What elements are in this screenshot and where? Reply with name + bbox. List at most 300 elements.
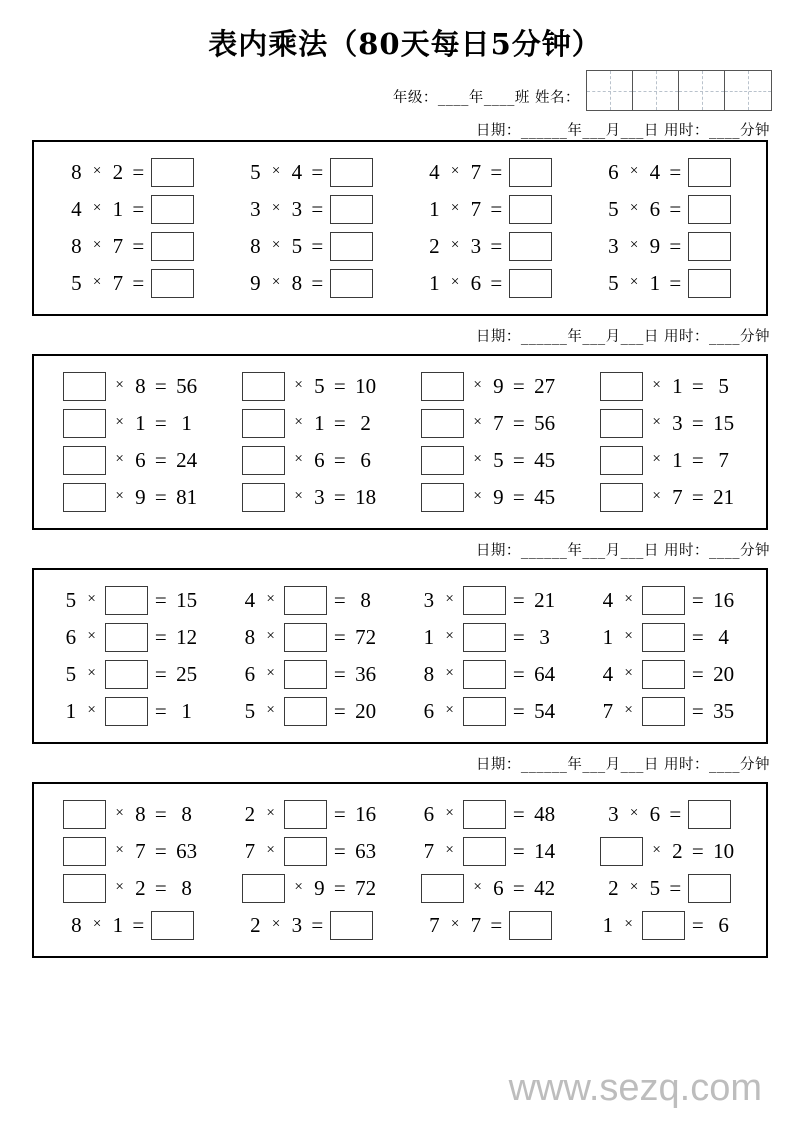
answer-box-first-factor[interactable]: [242, 372, 285, 401]
equals-sign: =: [333, 588, 346, 612]
equals-sign: =: [669, 234, 682, 258]
problem-3-4-1: [42, 697, 221, 726]
factor-b: 5: [314, 374, 325, 398]
times-sign: ×: [271, 916, 281, 932]
problem-4-2-1: [42, 837, 221, 866]
times-sign: ×: [115, 451, 124, 467]
name-grid-cell[interactable]: [633, 71, 679, 110]
factor-a: 2: [244, 802, 256, 826]
factor-b: 8: [135, 802, 146, 826]
times-sign: ×: [652, 488, 661, 504]
equals-sign: =: [691, 588, 704, 612]
answer-box-first-factor[interactable]: [63, 372, 106, 401]
equals-sign: =: [490, 271, 503, 295]
equals-sign: =: [333, 699, 346, 723]
answer-box-first-factor[interactable]: [600, 837, 643, 866]
date-line-top[interactable]: 日期：______年___月___日 用时：____分钟: [475, 123, 770, 139]
equals-sign: =: [512, 699, 525, 723]
equals-sign: =: [333, 625, 346, 649]
equals-sign: =: [512, 448, 525, 472]
times-sign: ×: [473, 414, 482, 430]
equals-sign: =: [154, 625, 167, 649]
equals-sign: =: [691, 374, 704, 398]
times-sign: ×: [92, 274, 102, 290]
equals-sign: =: [311, 271, 324, 295]
answer-box-second-factor[interactable]: [284, 660, 327, 689]
answer-box-first-factor[interactable]: [63, 874, 106, 903]
problem-3-1-3: [400, 586, 579, 615]
answer-box-first-factor[interactable]: [421, 483, 464, 512]
equals-sign: =: [691, 448, 704, 472]
problem-2-4-4: [579, 483, 758, 512]
problem-2-3-2: [221, 446, 400, 475]
problem-row: [42, 833, 758, 870]
times-sign: ×: [87, 665, 96, 681]
factor-a: 6: [608, 160, 619, 184]
factor-a: 1: [429, 271, 440, 295]
problem-1-2-3: [400, 195, 579, 224]
name-grid-cell[interactable]: [587, 71, 633, 110]
student-info-label: 年级：____年____班 姓名：: [392, 90, 580, 106]
times-sign: ×: [624, 628, 633, 644]
problem-2-3-1: [42, 446, 221, 475]
problem-row: [42, 870, 758, 907]
product-value: 8: [360, 588, 371, 612]
answer-box-first-factor[interactable]: [421, 372, 464, 401]
equals-sign: =: [154, 662, 167, 686]
product-value: 3: [539, 625, 550, 649]
answer-box-second-factor[interactable]: [284, 837, 327, 866]
equals-sign: =: [154, 374, 167, 398]
product-value: 45: [534, 485, 556, 509]
answer-box-product[interactable]: [509, 195, 552, 224]
equals-sign: =: [311, 234, 324, 258]
answer-box-product[interactable]: [151, 911, 194, 940]
problem-2-4-2: [221, 483, 400, 512]
answer-box-first-factor[interactable]: [63, 446, 106, 475]
problem-3-2-4: [579, 623, 758, 652]
problem-row: [42, 405, 758, 442]
times-sign: ×: [629, 163, 639, 179]
answer-box-product[interactable]: [330, 158, 373, 187]
answer-box-second-factor[interactable]: [642, 697, 685, 726]
answer-box-second-factor[interactable]: [463, 586, 506, 615]
times-sign: ×: [629, 805, 639, 821]
equals-sign: =: [691, 485, 704, 509]
times-sign: ×: [271, 163, 281, 179]
factor-a: 1: [602, 913, 614, 937]
site-watermark: www.sezq.com: [508, 1067, 762, 1109]
problem-1-4-2: [221, 269, 400, 298]
answer-box-product[interactable]: [330, 232, 373, 261]
name-grid-cell[interactable]: [679, 71, 725, 110]
answer-box-second-factor[interactable]: [284, 586, 327, 615]
problem-3-4-3: [400, 697, 579, 726]
factor-b: 6: [314, 448, 325, 472]
factor-a: 4: [429, 160, 440, 184]
answer-box-first-factor[interactable]: [421, 409, 464, 438]
problem-4-1-1: [42, 800, 221, 829]
factor-a: 7: [602, 699, 614, 723]
product-value: 25: [176, 662, 198, 686]
answer-box-product[interactable]: [509, 158, 552, 187]
equals-sign: =: [691, 839, 704, 863]
problem-1-4-4: [579, 269, 758, 298]
times-sign: ×: [629, 237, 639, 253]
factor-b: 1: [672, 374, 683, 398]
times-sign: ×: [445, 665, 454, 681]
problem-3-4-2: [221, 697, 400, 726]
times-sign: ×: [445, 591, 454, 607]
equals-sign: =: [132, 234, 145, 258]
product-value: 64: [534, 662, 556, 686]
product-value: 56: [176, 374, 198, 398]
times-sign: ×: [450, 916, 460, 932]
times-sign: ×: [294, 879, 303, 895]
times-sign: ×: [624, 702, 633, 718]
equals-sign: =: [691, 699, 704, 723]
problem-2-2-1: [42, 409, 221, 438]
factor-b: 1: [135, 411, 146, 435]
product-value: 45: [534, 448, 556, 472]
product-value: 24: [176, 448, 198, 472]
answer-box-second-factor[interactable]: [463, 837, 506, 866]
answer-box-second-factor[interactable]: [105, 660, 148, 689]
answer-box-product[interactable]: [151, 232, 194, 261]
answer-box-first-factor[interactable]: [242, 874, 285, 903]
answer-box-first-factor[interactable]: [600, 446, 643, 475]
times-sign: ×: [624, 665, 633, 681]
product-value: 1: [181, 699, 192, 723]
times-sign: ×: [445, 842, 454, 858]
answer-box-first-factor[interactable]: [63, 800, 106, 829]
equals-sign: =: [154, 699, 167, 723]
date-line-after_block1[interactable]: 日期：______年___月___日 用时：____分钟: [475, 329, 770, 345]
times-sign: ×: [92, 163, 102, 179]
problem-row: [42, 907, 758, 944]
times-sign: ×: [450, 237, 460, 253]
factor-a: 1: [602, 625, 614, 649]
times-sign: ×: [294, 451, 303, 467]
equals-sign: =: [311, 913, 324, 937]
answer-box-second-factor[interactable]: [463, 660, 506, 689]
equals-sign: =: [490, 234, 503, 258]
factor-b: 6: [135, 448, 146, 472]
equals-sign: =: [333, 802, 346, 826]
equals-sign: =: [669, 876, 682, 900]
equals-sign: =: [154, 411, 167, 435]
factor-b: 2: [112, 160, 124, 184]
answer-box-first-factor[interactable]: [63, 409, 106, 438]
factor-a: 5: [71, 271, 82, 295]
problem-2-1-4: [579, 372, 758, 401]
problem-2-1-3: [400, 372, 579, 401]
answer-box-product[interactable]: [688, 232, 731, 261]
problem-2-2-4: [579, 409, 758, 438]
times-sign: ×: [266, 842, 275, 858]
answer-box-second-factor[interactable]: [284, 800, 327, 829]
problem-2-2-3: [400, 409, 579, 438]
factor-b: 1: [112, 197, 124, 221]
problem-2-4-3: [400, 483, 579, 512]
problem-row: [42, 265, 758, 302]
equals-sign: =: [490, 913, 503, 937]
answer-box-first-factor[interactable]: [600, 409, 643, 438]
answer-box-product[interactable]: [688, 874, 731, 903]
factor-a: 8: [71, 913, 82, 937]
answer-box-product[interactable]: [330, 269, 373, 298]
times-sign: ×: [624, 916, 633, 932]
times-sign: ×: [629, 879, 639, 895]
factor-b: 6: [470, 271, 482, 295]
answer-box-first-factor[interactable]: [421, 446, 464, 475]
factor-b: 3: [291, 197, 303, 221]
problem-4-4-3: [400, 911, 579, 940]
product-value: 63: [355, 839, 377, 863]
equals-sign: =: [512, 485, 525, 509]
answer-box-second-factor[interactable]: [463, 623, 506, 652]
answer-box-product[interactable]: [330, 911, 373, 940]
product-value: 15: [713, 411, 735, 435]
factor-b: 6: [649, 802, 661, 826]
times-sign: ×: [92, 916, 102, 932]
date-line-after_block3[interactable]: 日期：______年___月___日 用时：____分钟: [475, 757, 770, 773]
product-value: 56: [534, 411, 556, 435]
times-sign: ×: [87, 628, 96, 644]
answer-box-product[interactable]: [151, 269, 194, 298]
factor-b: 9: [649, 234, 661, 258]
product-value: 21: [713, 485, 735, 509]
product-value: 6: [360, 448, 371, 472]
factor-a: 4: [244, 588, 256, 612]
answer-box-first-factor[interactable]: [242, 483, 285, 512]
answer-box-second-factor[interactable]: [284, 697, 327, 726]
times-sign: ×: [115, 488, 124, 504]
equals-sign: =: [333, 374, 346, 398]
answer-box-product[interactable]: [151, 158, 194, 187]
problem-1-1-1: [42, 158, 221, 187]
problem-2-3-4: [579, 446, 758, 475]
problem-4-2-4: [579, 837, 758, 866]
problem-row: [42, 154, 758, 191]
equals-sign: =: [669, 802, 682, 826]
factor-a: 6: [423, 802, 435, 826]
answer-box-product[interactable]: [688, 269, 731, 298]
factor-b: 7: [470, 160, 482, 184]
product-value: 2: [360, 411, 371, 435]
answer-box-first-factor[interactable]: [600, 483, 643, 512]
problem-1-3-2: [221, 232, 400, 261]
factor-a: 6: [244, 662, 256, 686]
times-sign: ×: [115, 414, 124, 430]
problem-3-4-4: [579, 697, 758, 726]
factor-a: 8: [71, 234, 82, 258]
answer-box-product[interactable]: [509, 911, 552, 940]
factor-b: 7: [112, 234, 124, 258]
product-value: 18: [355, 485, 377, 509]
equals-sign: =: [512, 839, 525, 863]
product-value: 8: [181, 802, 192, 826]
equals-sign: =: [333, 485, 346, 509]
problem-4-3-2: [221, 874, 400, 903]
equals-sign: =: [154, 876, 167, 900]
times-sign: ×: [294, 488, 303, 504]
equals-sign: =: [333, 839, 346, 863]
answer-box-product[interactable]: [151, 195, 194, 224]
factor-b: 1: [112, 913, 124, 937]
equals-sign: =: [512, 662, 525, 686]
answer-box-first-factor[interactable]: [63, 837, 106, 866]
product-value: 21: [534, 588, 556, 612]
factor-a: 3: [608, 234, 619, 258]
factor-a: 8: [250, 234, 261, 258]
problem-3-3-4: [579, 660, 758, 689]
answer-box-first-factor[interactable]: [242, 409, 285, 438]
answer-box-second-factor[interactable]: [642, 623, 685, 652]
answer-box-product[interactable]: [688, 800, 731, 829]
product-value: 16: [713, 588, 735, 612]
problem-3-3-1: [42, 660, 221, 689]
problem-row: [42, 619, 758, 656]
factor-b: 7: [135, 839, 146, 863]
problem-4-4-4: [579, 911, 758, 940]
times-sign: ×: [450, 163, 460, 179]
equals-sign: =: [154, 448, 167, 472]
times-sign: ×: [271, 237, 281, 253]
equals-sign: =: [311, 160, 324, 184]
factor-b: 3: [470, 234, 482, 258]
answer-box-product[interactable]: [330, 195, 373, 224]
problem-1-3-3: [400, 232, 579, 261]
factor-b: 1: [649, 271, 661, 295]
answer-box-product[interactable]: [688, 158, 731, 187]
times-sign: ×: [266, 805, 275, 821]
block-1: [32, 140, 768, 316]
equals-sign: =: [154, 485, 167, 509]
factor-b: 2: [135, 876, 146, 900]
product-value: 27: [534, 374, 556, 398]
times-sign: ×: [92, 200, 102, 216]
equals-sign: =: [512, 374, 525, 398]
date-line-after_block2[interactable]: 日期：______年___月___日 用时：____分钟: [475, 543, 770, 559]
problem-4-1-4: [579, 800, 758, 829]
name-grid-cell[interactable]: [725, 71, 771, 110]
answer-box-second-factor[interactable]: [105, 697, 148, 726]
factor-a: 7: [429, 913, 440, 937]
answer-box-product[interactable]: [509, 269, 552, 298]
answer-box-second-factor[interactable]: [642, 660, 685, 689]
product-value: 36: [355, 662, 377, 686]
factor-b: 9: [493, 485, 504, 509]
answer-box-first-factor[interactable]: [63, 483, 106, 512]
problem-3-1-1: [42, 586, 221, 615]
product-value: 81: [176, 485, 198, 509]
problem-1-4-3: [400, 269, 579, 298]
equals-sign: =: [311, 197, 324, 221]
answer-box-first-factor[interactable]: [242, 446, 285, 475]
problem-row: [42, 368, 758, 405]
factor-b: 6: [493, 876, 504, 900]
equals-sign: =: [132, 160, 145, 184]
factor-a: 7: [244, 839, 256, 863]
problem-blocks-container: [0, 140, 800, 958]
name-grid[interactable]: [586, 70, 772, 111]
answer-box-first-factor[interactable]: [600, 372, 643, 401]
factor-a: 4: [71, 197, 82, 221]
times-sign: ×: [450, 200, 460, 216]
equals-sign: =: [132, 913, 145, 937]
problem-4-4-2: [221, 911, 400, 940]
answer-box-product[interactable]: [688, 195, 731, 224]
times-sign: ×: [271, 274, 281, 290]
problem-row: [42, 693, 758, 730]
answer-box-second-factor[interactable]: [105, 623, 148, 652]
answer-box-product[interactable]: [509, 232, 552, 261]
problem-2-2-2: [221, 409, 400, 438]
equals-sign: =: [691, 625, 704, 649]
problem-1-3-1: [42, 232, 221, 261]
problem-4-1-3: [400, 800, 579, 829]
problem-4-2-3: [400, 837, 579, 866]
times-sign: ×: [445, 805, 454, 821]
factor-a: 8: [423, 662, 435, 686]
factor-a: 2: [250, 913, 261, 937]
times-sign: ×: [624, 591, 633, 607]
factor-a: 5: [608, 197, 619, 221]
answer-box-second-factor[interactable]: [463, 697, 506, 726]
times-sign: ×: [266, 628, 275, 644]
factor-b: 5: [291, 234, 303, 258]
answer-box-second-factor[interactable]: [642, 586, 685, 615]
product-value: 5: [718, 374, 729, 398]
product-value: 10: [355, 374, 377, 398]
equals-sign: =: [512, 802, 525, 826]
answer-box-first-factor[interactable]: [421, 874, 464, 903]
times-sign: ×: [87, 702, 96, 718]
problem-2-4-1: [42, 483, 221, 512]
factor-b: 8: [135, 374, 146, 398]
problem-1-2-4: [579, 195, 758, 224]
problem-3-2-1: [42, 623, 221, 652]
answer-box-second-factor[interactable]: [284, 623, 327, 652]
equals-sign: =: [154, 588, 167, 612]
answer-box-second-factor[interactable]: [642, 911, 685, 940]
equals-sign: =: [691, 913, 704, 937]
answer-box-second-factor[interactable]: [463, 800, 506, 829]
times-sign: ×: [445, 628, 454, 644]
answer-box-second-factor[interactable]: [105, 586, 148, 615]
equals-sign: =: [512, 411, 525, 435]
times-sign: ×: [294, 377, 303, 393]
product-value: 10: [713, 839, 735, 863]
equals-sign: =: [154, 839, 167, 863]
factor-b: 5: [649, 876, 661, 900]
times-sign: ×: [266, 665, 275, 681]
equals-sign: =: [669, 271, 682, 295]
equals-sign: =: [512, 588, 525, 612]
problem-1-1-4: [579, 158, 758, 187]
factor-a: 5: [65, 588, 77, 612]
equals-sign: =: [691, 411, 704, 435]
times-sign: ×: [652, 377, 661, 393]
times-sign: ×: [473, 377, 482, 393]
times-sign: ×: [629, 274, 639, 290]
problem-row: [42, 479, 758, 516]
factor-a: 4: [602, 588, 614, 612]
times-sign: ×: [473, 879, 482, 895]
problem-1-2-2: [221, 195, 400, 224]
factor-b: 7: [493, 411, 504, 435]
